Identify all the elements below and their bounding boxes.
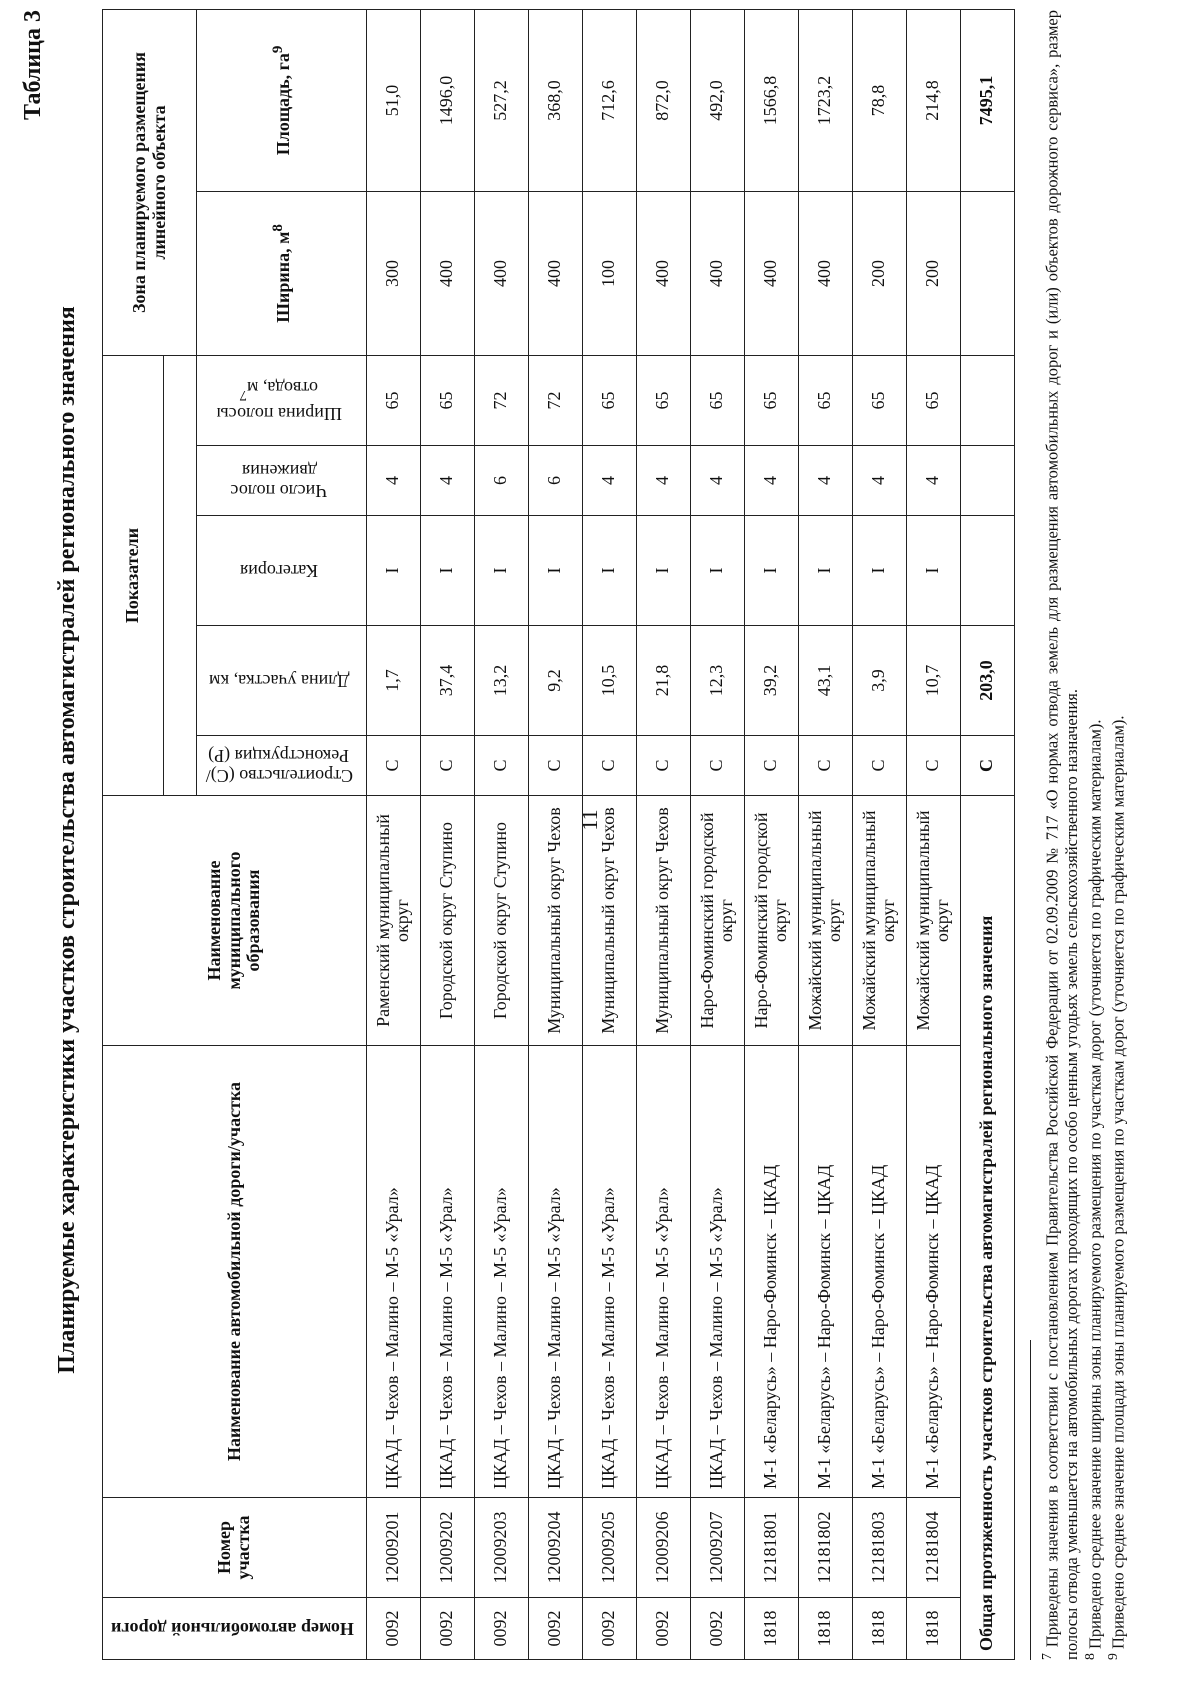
zone-area-cell: 51,0 [366,9,420,191]
table-row [906,9,960,1659]
road-number-cell: 0092 [366,1598,420,1660]
length-cell: 10,7 [906,626,960,736]
rotated-table-sheet [20,0,1180,1680]
section-number-cell: 12181803 [852,1498,906,1598]
table-row [690,9,744,1659]
road-number-cell: 1818 [744,1598,798,1660]
zone-width-cell: 400 [474,191,528,355]
lanes-cell: 4 [798,446,852,516]
road-number-cell: 1818 [798,1598,852,1660]
total-length: 203,0 [960,626,1014,736]
zone-area-cell: 368,0 [528,9,582,191]
row-width-cell: 65 [582,355,636,445]
municipality-cell: Наро-Фоминский городской округ [744,796,798,1046]
header-zone-area: Площадь, $га^9$ [197,9,367,191]
zone-width-cell: 400 [636,191,690,355]
road-name-cell: ЦКАД – Чехов – Малино – М-5 «Урал» [690,1046,744,1498]
zone-width-cell: 100 [582,191,636,355]
page-number: 11 [577,809,602,831]
road-number-cell: 0092 [474,1598,528,1660]
road-name-cell: ЦКАД – Чехов – Малино – М-5 «Урал» [366,1046,420,1498]
table-body [366,9,1014,1659]
category-cell: I [582,516,636,626]
table-label: Таблица 3 [20,10,46,120]
total-zone-area: 7495,1 [960,9,1014,191]
row-width-cell: 65 [420,355,474,445]
road-number-cell: 0092 [420,1598,474,1660]
zone-area-cell: 712,6 [582,9,636,191]
table-row [366,9,420,1659]
zone-area-cell: 1723,2 [798,9,852,191]
category-cell: I [690,516,744,626]
table-row [852,9,906,1659]
category-cell: I [636,516,690,626]
length-cell: 21,8 [636,626,690,736]
road-number-cell: 0092 [528,1598,582,1660]
build-type-cell: С [852,736,906,796]
build-type-cell: С [906,736,960,796]
header-length: Длина участка, км [197,626,367,736]
municipality-cell: Муниципальный округ Чехов [528,796,582,1046]
table-row [528,9,582,1659]
municipality-cell: Городской округ Ступино [474,796,528,1046]
total-build-type: С [960,736,1014,796]
length-cell: 13,2 [474,626,528,736]
header-indicators-spacer [164,355,197,795]
total-label: Общая протяженность участков строительства автомагистралей регионального значения [960,796,1014,1660]
total-zone-width [960,191,1014,355]
length-cell: 37,4 [420,626,474,736]
municipality-cell: Городской округ Ступино [420,796,474,1046]
municipality-cell: Муниципальный округ Чехов [582,796,636,1046]
table-row [744,9,798,1659]
length-cell: 9,2 [528,626,582,736]
zone-area-cell: 872,0 [636,9,690,191]
lanes-cell: 4 [906,446,960,516]
length-cell: 3,9 [852,626,906,736]
table-row [474,9,528,1659]
municipality-cell: Раменский муниципальный округ [366,796,420,1046]
road-name-cell: ЦКАД – Чехов – Малино – М-5 «Урал» [582,1046,636,1498]
length-cell: 12,3 [690,626,744,736]
section-number-cell: 12009201 [366,1498,420,1598]
lanes-cell: 4 [420,446,474,516]
row-width-cell: 65 [852,355,906,445]
section-number-cell: 12009207 [690,1498,744,1598]
road-number-cell: 0092 [582,1598,636,1660]
road-sections-table [102,9,1015,1660]
zone-width-cell: 400 [798,191,852,355]
row-width-cell: 65 [906,355,960,445]
length-cell: 43,1 [798,626,852,736]
lanes-cell: 4 [582,446,636,516]
category-cell: I [528,516,582,626]
row-width-cell: 65 [636,355,690,445]
lanes-cell: 4 [636,446,690,516]
footnote-7: $^7$ Приведены значения в соответствии с постановлением Правительства Российской Федерации от 02.09.2009 № 717 «О нормах отвода земель для размещения автомобильных дорог и (или) объектов дорожного сервиса», размер полосы отвода уменьшается на автомобильных дорогах проходящих по особо ценным угодьях земель сельскохозяйственного назначения. [1039,9,1082,1660]
length-cell: 39,2 [744,626,798,736]
header-lanes: Число полос движения [197,446,367,516]
total-row [960,9,1014,1659]
zone-area-cell: 78,8 [852,9,906,191]
table-row [420,9,474,1659]
municipality-cell: Наро-Фоминский городской округ [690,796,744,1046]
table-row [582,9,636,1659]
table-title: Планируемые характеристики участков строительства автомагистралей регионального значения [54,306,80,1374]
category-cell: I [798,516,852,626]
header-road-number: Номер автомобильной дороги [103,1598,367,1660]
zone-width-cell: 400 [528,191,582,355]
row-width-cell: 72 [528,355,582,445]
lanes-cell: 4 [366,446,420,516]
length-cell: 10,5 [582,626,636,736]
lanes-cell: 4 [852,446,906,516]
road-name-cell: М-1 «Беларусь» – Наро-Фоминск – ЦКАД [852,1046,906,1498]
footnotes [1030,10,1129,1660]
build-type-cell: С [582,736,636,796]
road-name-cell: ЦКАД – Чехов – Малино – М-5 «Урал» [420,1046,474,1498]
section-number-cell: 12009205 [582,1498,636,1598]
road-number-cell: 0092 [690,1598,744,1660]
lanes-cell: 6 [528,446,582,516]
row-width-cell: 72 [474,355,528,445]
row-width-cell: 65 [798,355,852,445]
header-municipality: Наименование муниципального образования [103,796,367,1046]
table-row [636,9,690,1659]
length-cell: 1,7 [366,626,420,736]
header-zone-width: Ширина, $м^8$ [197,191,367,355]
header-category: Категория [197,516,367,626]
row-width-cell: 65 [690,355,744,445]
zone-width-cell: 300 [366,191,420,355]
road-name-cell: ЦКАД – Чехов – Малино – М-5 «Урал» [636,1046,690,1498]
footnote-9: $^9$ Приведено среднее значение площади зоны планируемого размещения по участкам дорог (уточняется по графическим материалам). [1105,715,1128,1660]
section-number-cell: 12009203 [474,1498,528,1598]
build-type-cell: С [420,736,474,796]
road-name-cell: М-1 «Беларусь» – Наро-Фоминск – ЦКАД [906,1046,960,1498]
total-category [960,516,1014,626]
row-width-cell: 65 [366,355,420,445]
zone-width-cell: 400 [420,191,474,355]
build-type-cell: С [690,736,744,796]
road-name-cell: М-1 «Беларусь» – Наро-Фоминск – ЦКАД [798,1046,852,1498]
section-number-cell: 12181804 [906,1498,960,1598]
footnote-8: $^8$ Приведено среднее значение ширины зоны планируемого размещения по участкам дорог (уточняется по графическим материалам). [1082,719,1105,1660]
category-cell: I [420,516,474,626]
zone-width-cell: 400 [744,191,798,355]
category-cell: I [744,516,798,626]
header-zone: Зона планируемого размещения линейного объекта [103,9,197,355]
build-type-cell: С [636,736,690,796]
build-type-cell: С [366,736,420,796]
category-cell: I [474,516,528,626]
municipality-cell: Можайский муниципальный округ [852,796,906,1046]
zone-width-cell: 200 [906,191,960,355]
category-cell: I [906,516,960,626]
road-name-cell: М-1 «Беларусь» – Наро-Фоминск – ЦКАД [744,1046,798,1498]
section-number-cell: 12009202 [420,1498,474,1598]
section-number-cell: 12009204 [528,1498,582,1598]
lanes-cell: 4 [690,446,744,516]
zone-area-cell: 214,8 [906,9,960,191]
road-name-cell: ЦКАД – Чехов – Малино – М-5 «Урал» [474,1046,528,1498]
total-lanes [960,446,1014,516]
zone-area-cell: 527,2 [474,9,528,191]
municipality-cell: Можайский муниципальный округ [906,796,960,1046]
zone-width-cell: 200 [852,191,906,355]
zone-width-cell: 400 [690,191,744,355]
header-build-type: Строительство (С)/ Реконструкция (Р) [197,736,367,796]
lanes-cell: 6 [474,446,528,516]
road-name-cell: ЦКАД – Чехов – Малино – М-5 «Урал» [528,1046,582,1498]
header-row-width: Ширина полосы отвода, $м^7$ [197,355,367,445]
header-indicators: Показатели [103,355,164,795]
footnote-rule [1030,1340,1031,1660]
header-road-name: Наименование автомобильной дороги/участка [103,1046,367,1498]
road-number-cell: 1818 [906,1598,960,1660]
build-type-cell: С [798,736,852,796]
build-type-cell: С [474,736,528,796]
category-cell: I [852,516,906,626]
build-type-cell: С [528,736,582,796]
header-section-number: Номер участка [103,1498,367,1598]
row-width-cell: 65 [744,355,798,445]
zone-area-cell: 492,0 [690,9,744,191]
section-number-cell: 12009206 [636,1498,690,1598]
section-number-cell: 12181801 [744,1498,798,1598]
zone-area-cell: 1496,0 [420,9,474,191]
section-number-cell: 12181802 [798,1498,852,1598]
road-number-cell: 1818 [852,1598,906,1660]
category-cell: I [366,516,420,626]
build-type-cell: С [744,736,798,796]
road-number-cell: 0092 [636,1598,690,1660]
total-row-width [960,355,1014,445]
municipality-cell: Можайский муниципальный округ [798,796,852,1046]
municipality-cell: Муниципальный округ Чехов [636,796,690,1046]
lanes-cell: 4 [744,446,798,516]
table-row [798,9,852,1659]
zone-area-cell: 1566,8 [744,9,798,191]
